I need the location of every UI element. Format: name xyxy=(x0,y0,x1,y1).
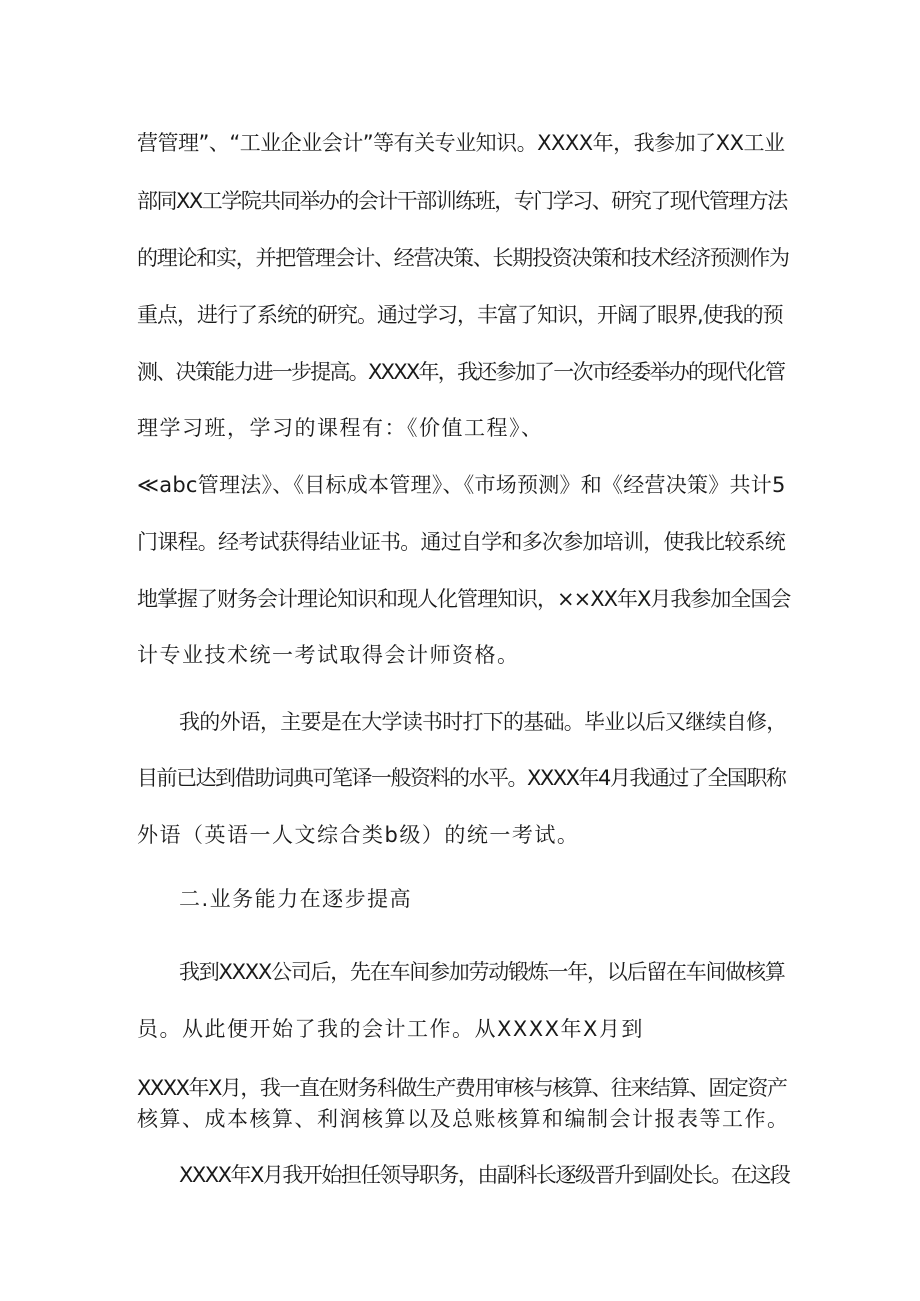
paragraph-first-line: XXXX年X月我开始担任领导职务，由副科长逐级晋升到副处长。在这段 xyxy=(179,1163,790,1187)
paragraph-first-line: 我的外语，主要是在大学读书时打下的基础。毕业以后又继续自修， xyxy=(179,710,787,734)
text-line: 理学习班，学习的课程有：《价值工程》、 xyxy=(137,416,544,440)
text-line: XXXX年X月，我一直在财务科做生产费用审核与核算、往来结算、固定资产 xyxy=(137,1076,787,1100)
text-line: 门课程。经考试获得结业证书。通过自学和多次参加培训，使我比较系统 xyxy=(137,530,785,554)
section-heading: 二.业务能力在逐步提高 xyxy=(179,887,413,911)
text-line: 计专业技术统一考试取得会计师资格。 xyxy=(137,643,520,667)
text-line: 地掌握了财务会计理论知识和现人化管理知识，××XX年X月我参加全国会 xyxy=(137,587,791,611)
text-line: 外语（英语一人文综合类b级）的统一考试。 xyxy=(137,823,580,847)
text-line: ≪abc管理法》、《目标成本管理》、《市场预测》和《经营决策》共计5 xyxy=(137,473,786,497)
text-line: 测、决策能力进一步提高。XXXX年，我还参加了一次市经委举办的现代化管 xyxy=(137,360,785,384)
text-line: 部同XX工学院共同举办的会计干部训练班，专门学习、研究了现代管理方法 xyxy=(137,189,787,213)
text-line: 核算、成本核算、利润核算以及总账核算和编制会计报表等工作。 xyxy=(137,1107,790,1131)
text-line: 员。从此便开始了我的会计工作。从XXXX年X月到 xyxy=(137,1017,644,1041)
text-line: 重点，进行了系统的研究。通过学习，丰富了知识，开阔了眼界,使我的预 xyxy=(137,303,783,327)
text-line: 目前已达到借助词典可笔译一般资料的水平。XXXX年4月我通过了全国职称 xyxy=(137,766,786,790)
paragraph-first-line: 我到XXXX公司后，先在车间参加劳动锻炼一年，以后留在车间做核算 xyxy=(179,960,785,984)
text-line: 营管理”、“工业企业会计”等有关专业知识。XXXX年，我参加了XX工业 xyxy=(137,131,785,155)
text-line: 的理论和实，并把管理会计、经营决策、长期投资决策和技术经济预测作为 xyxy=(137,246,789,270)
